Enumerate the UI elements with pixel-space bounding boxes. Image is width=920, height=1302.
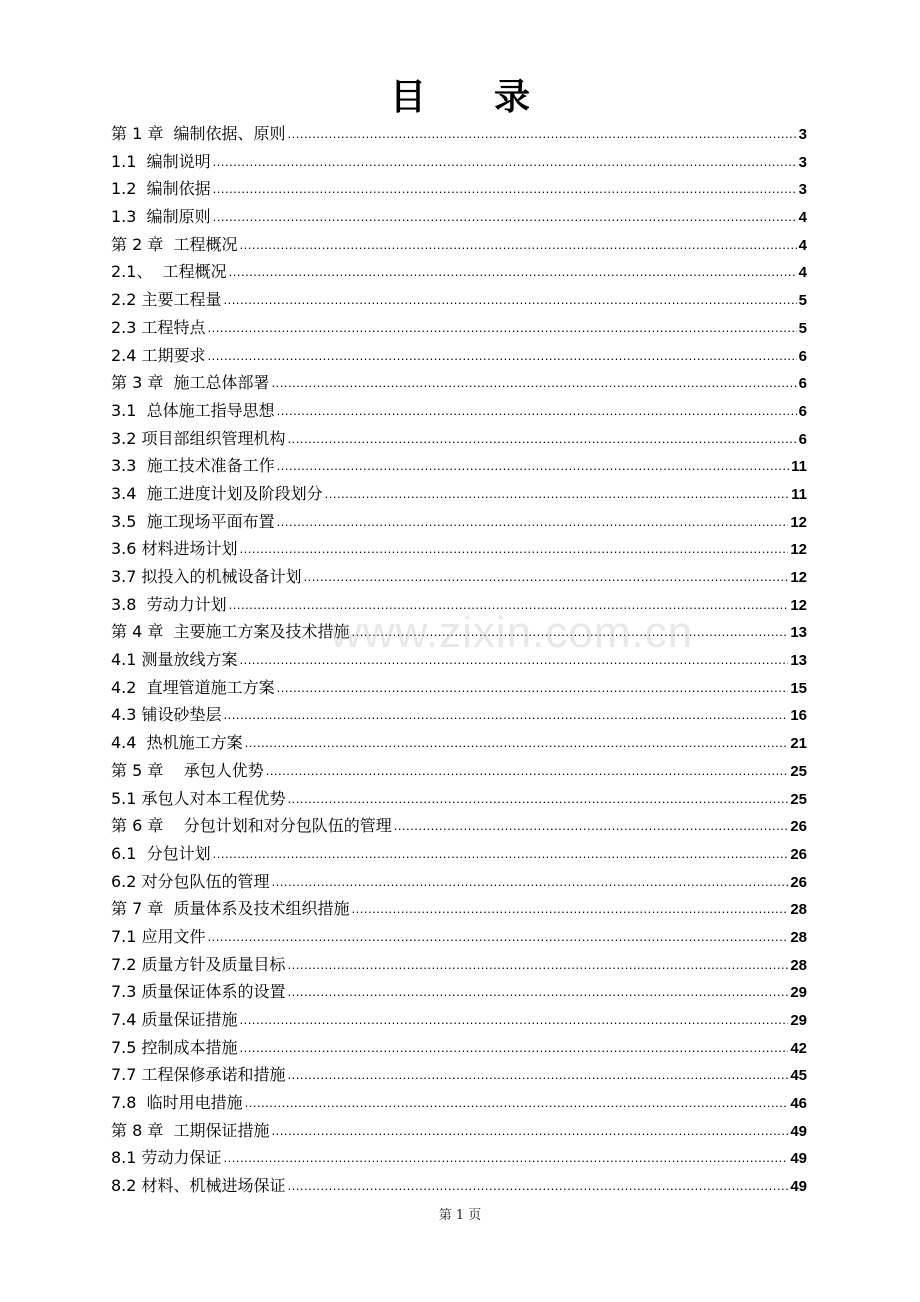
toc-chapter-entry[interactable]	[111, 618, 807, 646]
toc-entry-label: 3.2 项目部组织管理机构	[111, 428, 286, 448]
toc-section-entry[interactable]	[111, 923, 807, 951]
toc-entry-label: 2.4 工期要求	[111, 345, 206, 365]
toc-section-entry[interactable]	[111, 1172, 807, 1200]
toc-dot-leader	[229, 258, 797, 286]
toc-title-char-1: 目	[389, 77, 426, 118]
toc-page-number: 12	[790, 513, 807, 531]
toc-entry-label: 7.5 控制成本措施	[111, 1037, 238, 1057]
toc-page-number: 6	[798, 347, 807, 365]
toc-dot-leader	[288, 951, 789, 979]
toc-page-number: 3	[798, 181, 807, 199]
toc-section-entry[interactable]	[111, 1006, 807, 1034]
toc-entry-label: 2.1、 工程概况	[111, 262, 227, 282]
toc-entry-label: 4.3 铺设砂垫层	[111, 705, 222, 725]
toc-entry-label: 7.8 临时用电措施	[111, 1093, 243, 1113]
toc-entry-label: 6.1 分包计划	[111, 843, 211, 863]
toc-section-entry[interactable]	[111, 563, 807, 591]
toc-dot-leader	[304, 563, 789, 591]
toc-section-entry[interactable]	[111, 535, 807, 563]
toc-dot-leader	[213, 203, 797, 231]
toc-entry-label: 第 5 章 承包人优势	[111, 760, 264, 780]
toc-dot-leader	[240, 1006, 789, 1034]
toc-page-number: 46	[790, 1095, 807, 1113]
toc-dot-leader	[277, 452, 790, 480]
toc-dot-leader	[277, 508, 789, 536]
toc-dot-leader	[245, 729, 789, 757]
toc-entry-label: 3.3 施工技术准备工作	[111, 456, 275, 476]
toc-section-entry[interactable]	[111, 397, 807, 425]
toc-entry-label: 7.1 应用文件	[111, 926, 206, 946]
toc-page-number: 6	[798, 402, 807, 420]
toc-page-number: 13	[790, 624, 807, 642]
toc-section-entry[interactable]	[111, 1034, 807, 1062]
toc-page-number: 21	[790, 735, 807, 753]
toc-entry-label: 8.2 材料、机械进场保证	[111, 1176, 286, 1196]
toc-section-entry[interactable]	[111, 175, 807, 203]
toc-entry-label: 4.2 直埋管道施工方案	[111, 677, 275, 697]
toc-dot-leader	[272, 369, 797, 397]
toc-dot-leader	[288, 1061, 789, 1089]
toc-page-number: 6	[798, 375, 807, 393]
toc-page-number: 12	[790, 596, 807, 614]
toc-page-number: 28	[790, 956, 807, 974]
toc-page-number: 13	[790, 652, 807, 670]
toc-entry-label: 第 7 章 质量体系及技术组织措施	[111, 899, 350, 919]
toc-dot-leader	[288, 785, 789, 813]
toc-entry-label: 第 6 章 分包计划和对分包队伍的管理	[111, 816, 392, 836]
toc-entry-label: 第 2 章 工程概况	[111, 234, 238, 254]
toc-dot-leader	[277, 397, 797, 425]
toc-page-number: 29	[790, 1012, 807, 1029]
toc-section-entry[interactable]	[111, 203, 807, 231]
toc-entry-label: 3.8 劳动力计划	[111, 594, 227, 614]
toc-dot-leader	[208, 342, 797, 370]
toc-page-number: 28	[790, 928, 807, 946]
toc-page-number: 26	[790, 845, 807, 863]
toc-dot-leader	[325, 480, 790, 508]
toc-dot-leader	[288, 425, 797, 453]
toc-chapter-entry[interactable]	[111, 1117, 807, 1145]
toc-dot-leader	[240, 535, 789, 563]
toc-page-number: 15	[790, 679, 807, 697]
toc-section-entry[interactable]	[111, 951, 807, 979]
toc-section-entry[interactable]	[111, 591, 807, 619]
toc-page-number: 5	[798, 292, 807, 310]
toc-page-number: 12	[790, 569, 807, 586]
toc-page-number: 26	[790, 873, 807, 891]
toc-section-entry[interactable]	[111, 480, 807, 508]
page-footer: 第 1 页	[438, 1208, 482, 1223]
toc-page-number: 25	[790, 762, 807, 780]
toc-section-entry[interactable]	[111, 1061, 807, 1089]
toc-entry-label: 3.6 材料进场计划	[111, 539, 238, 559]
toc-section-entry[interactable]	[111, 840, 807, 868]
toc-page-number: 5	[798, 319, 807, 337]
toc-entry-label: 7.3 质量保证体系的设置	[111, 982, 286, 1002]
toc-chapter-entry[interactable]	[111, 895, 807, 923]
toc-page-number: 42	[790, 1039, 807, 1057]
toc-entry-label: 1.1 编制说明	[111, 151, 211, 171]
toc-section-entry[interactable]	[111, 148, 807, 176]
toc-dot-leader	[352, 618, 789, 646]
toc-entry-label: 3.5 施工现场平面布置	[111, 511, 275, 531]
toc-section-entry[interactable]	[111, 1089, 807, 1117]
toc-entry-label: 7.2 质量方针及质量目标	[111, 954, 286, 974]
toc-page-number: 3	[798, 153, 807, 171]
toc-section-entry[interactable]	[111, 452, 807, 480]
toc-dot-leader	[208, 314, 797, 342]
toc-entry-label: 3.4 施工进度计划及阶段划分	[111, 483, 323, 503]
toc-entry-label: 3.1 总体施工指导思想	[111, 400, 275, 420]
toc-section-entry[interactable]	[111, 978, 807, 1006]
toc-chapter-entry[interactable]	[111, 757, 807, 785]
toc-section-entry[interactable]	[111, 1144, 807, 1172]
toc-entry-label: 6.2 对分包队伍的管理	[111, 871, 270, 891]
toc-dot-leader	[240, 1034, 789, 1062]
toc-entry-label: 1.3 编制原则	[111, 207, 211, 227]
toc-entry-label: 第 3 章 施工总体部署	[111, 373, 270, 393]
toc-chapter-entry[interactable]	[111, 369, 807, 397]
toc-section-entry[interactable]	[111, 508, 807, 536]
toc-dot-leader	[288, 120, 797, 148]
toc-section-entry[interactable]	[111, 258, 807, 286]
toc-page-number: 28	[790, 901, 807, 919]
toc-page-number: 45	[790, 1067, 807, 1085]
toc-page-number: 49	[790, 1150, 807, 1168]
toc-entry-label: 2.2 主要工程量	[111, 290, 222, 310]
toc-page-number: 11	[791, 458, 807, 476]
toc-section-entry[interactable]	[111, 342, 807, 370]
toc-chapter-entry[interactable]	[111, 120, 807, 148]
toc-entry-label: 8.1 劳动力保证	[111, 1148, 222, 1168]
toc-entry-label: 4.4 热机施工方案	[111, 733, 243, 753]
toc-page-number: 29	[790, 984, 807, 1002]
toc-dot-leader	[394, 812, 789, 840]
toc-section-entry[interactable]	[111, 286, 807, 314]
toc-title	[0, 70, 920, 126]
toc-dot-leader	[266, 757, 789, 785]
toc-dot-leader	[224, 1144, 789, 1172]
toc-section-entry[interactable]	[111, 729, 807, 757]
table-of-contents	[111, 120, 807, 1200]
toc-dot-leader	[224, 701, 789, 729]
toc-entry-label: 3.7 拟投入的机械设备计划	[111, 567, 302, 586]
toc-dot-leader	[288, 1172, 789, 1200]
toc-entry-label: 4.1 测量放线方案	[111, 650, 238, 670]
toc-title-char-2: 录	[494, 77, 531, 118]
toc-dot-leader	[224, 286, 797, 314]
toc-page-number: 49	[790, 1178, 807, 1196]
toc-entry-label: 第 1 章 编制依据、原则	[111, 124, 286, 143]
toc-page-number: 11	[791, 485, 807, 503]
toc-dot-leader	[352, 895, 789, 923]
toc-section-entry[interactable]	[111, 868, 807, 896]
toc-dot-leader	[213, 148, 797, 176]
toc-chapter-entry[interactable]	[111, 231, 807, 259]
toc-entry-label: 第 4 章 主要施工方案及技术措施	[111, 622, 350, 642]
toc-section-entry[interactable]	[111, 701, 807, 729]
toc-dot-leader	[272, 868, 789, 896]
toc-dot-leader	[288, 978, 789, 1006]
toc-dot-leader	[229, 591, 789, 619]
toc-page-number: 4	[798, 209, 807, 227]
toc-section-entry[interactable]	[111, 425, 807, 453]
watermark: www.zixin.com.cn	[330, 608, 694, 657]
toc-chapter-entry[interactable]	[111, 812, 807, 840]
toc-section-entry[interactable]	[111, 785, 807, 813]
toc-entry-label: 7.4 质量保证措施	[111, 1010, 238, 1029]
toc-dot-leader	[245, 1089, 789, 1117]
toc-section-entry[interactable]	[111, 314, 807, 342]
toc-dot-leader	[240, 231, 797, 259]
toc-dot-leader	[272, 1117, 789, 1145]
toc-page-number: 16	[790, 707, 807, 725]
toc-page-number: 25	[790, 790, 807, 808]
toc-page-number: 4	[798, 264, 807, 282]
toc-page-number: 3	[798, 126, 807, 143]
toc-dot-leader	[277, 674, 789, 702]
toc-dot-leader	[213, 175, 797, 203]
toc-page-number: 49	[790, 1122, 807, 1140]
toc-dot-leader	[208, 923, 789, 951]
toc-entry-label: 2.3 工程特点	[111, 317, 206, 337]
toc-page-number: 4	[798, 236, 807, 254]
toc-section-entry[interactable]	[111, 674, 807, 702]
toc-page-number: 6	[798, 430, 807, 448]
toc-dot-leader	[240, 646, 789, 674]
toc-entry-label: 5.1 承包人对本工程优势	[111, 788, 286, 808]
toc-entry-label: 7.7 工程保修承诺和措施	[111, 1065, 286, 1085]
toc-page-number: 12	[790, 541, 807, 559]
toc-entry-label: 第 8 章 工期保证措施	[111, 1120, 270, 1140]
toc-dot-leader	[213, 840, 789, 868]
toc-section-entry[interactable]	[111, 646, 807, 674]
toc-page-number: 26	[790, 818, 807, 836]
toc-entry-label: 1.2 编制依据	[111, 179, 211, 199]
